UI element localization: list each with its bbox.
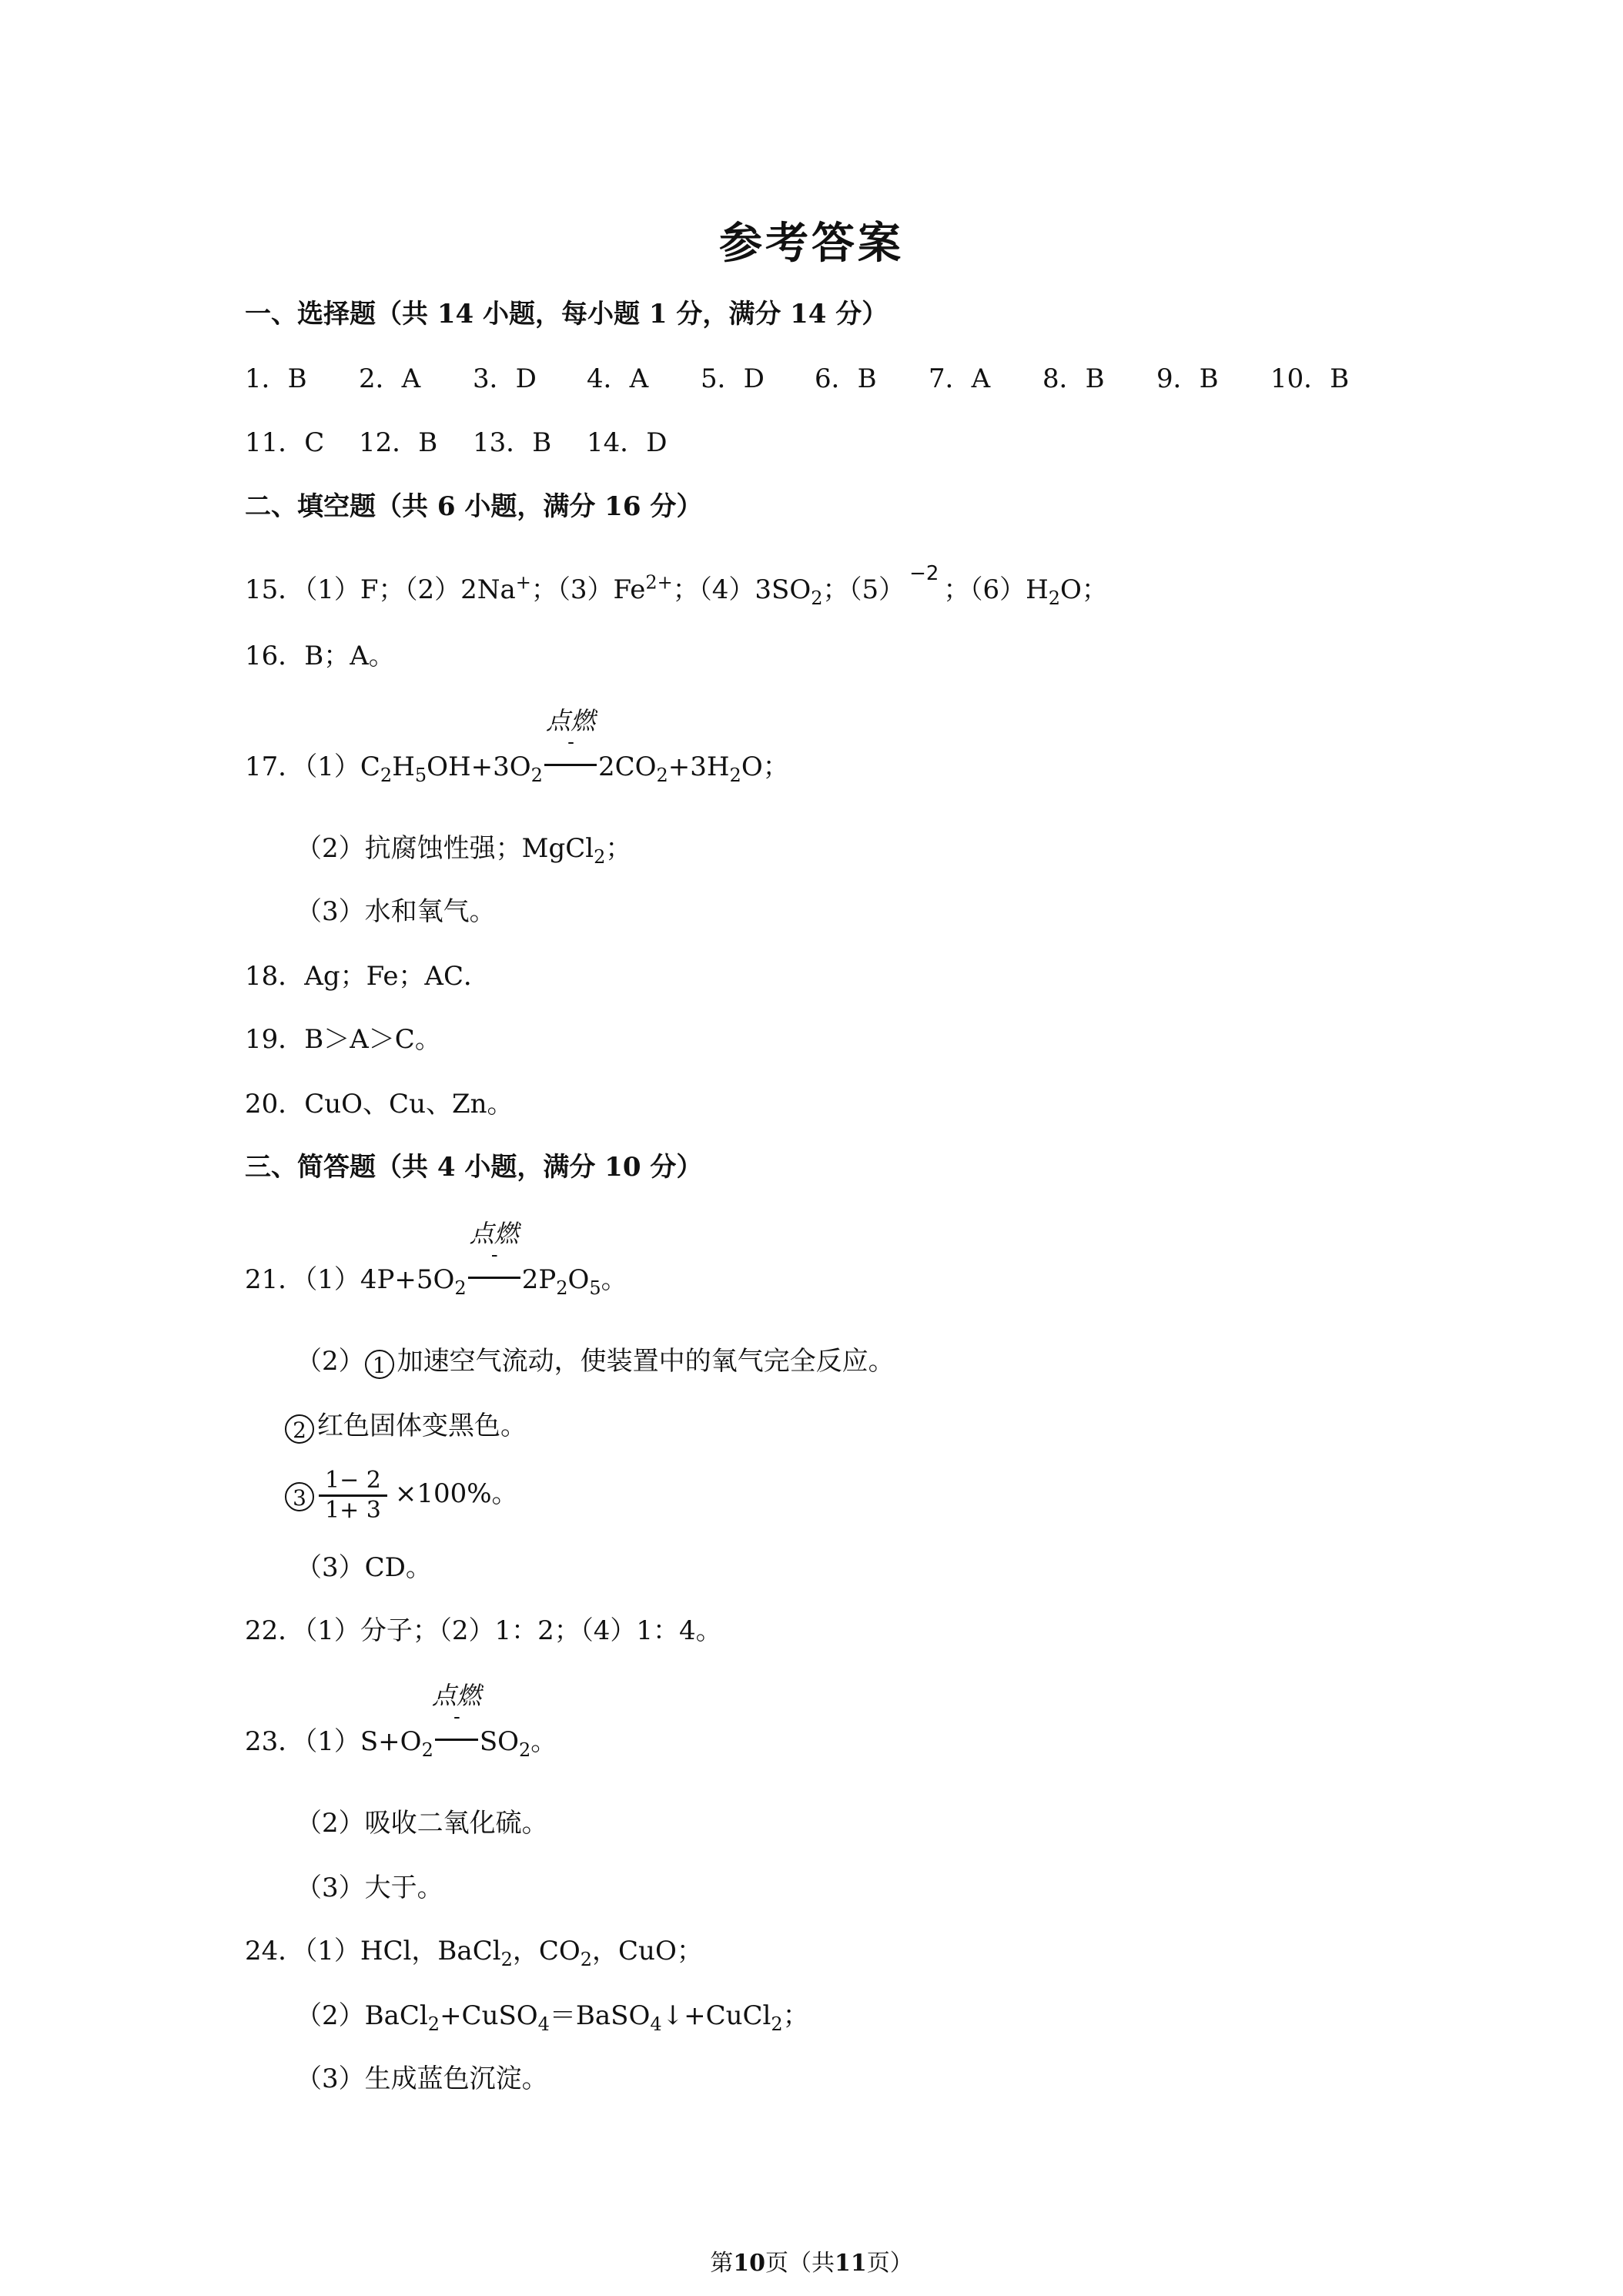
answer-16: 16．B；A。 [245, 641, 395, 671]
reaction-condition: 点燃 - [467, 1263, 522, 1297]
page-title: 参考答案 [719, 218, 904, 269]
answer-21-2: （2） 1 加速空气流动，使装置中的氧气完全反应。 [296, 1346, 895, 1378]
answer-17-3: （3）水和氧气。 [296, 896, 496, 927]
answer-10: 10．B [1270, 363, 1350, 394]
answer-14: 14．D [587, 427, 668, 458]
answer-19: 19．B＞A＞C。 [245, 1024, 441, 1055]
answer-24-1: 24．（1）HCl，BaCl$_2$，$CO_2$，CuO； [245, 1936, 703, 1970]
answer-9: 9．B [1156, 363, 1219, 394]
answer-3: 3．D [473, 363, 537, 394]
answer-8: 8．B [1042, 363, 1105, 394]
circled-number-1: 1 [365, 1350, 394, 1379]
answer-1: 1．B [245, 363, 307, 394]
answer-23-3: （3）大于。 [296, 1873, 443, 1903]
circled-number-3: 3 [285, 1482, 314, 1511]
answer-15: 15．（1）F；（2）2Na+；$(3)Fe^{2+}$；$(4)3SO_2$；$(5)^{-2}$；$(6)H_2O$； [245, 561, 1108, 609]
answer-7: 7．A [929, 363, 991, 394]
answer-21-2b: 2 红色固体变黑色。 [285, 1409, 527, 1444]
reaction-condition: 点燃 - [543, 750, 598, 784]
answer-2: 2．A [359, 363, 421, 394]
answer-23-1: 23．$(1)S+O_2$ 点燃 - $SO_2$。 [245, 1725, 557, 1759]
page-total: 11 [835, 2250, 867, 2277]
percentage-fraction: $\frac{1- 2}{1+ 3}$ [319, 1467, 387, 1525]
answer-21-3: （3）CD。 [296, 1552, 432, 1583]
answer-21-1: 21．$(1)4P+5O_2$ 点燃 - $2P_2O_5$。 [245, 1263, 627, 1297]
answer-6: 6．B [815, 363, 877, 394]
page-number: 10 [733, 2250, 765, 2277]
answer-13: 13．B [473, 427, 552, 458]
answer-17-2: （2）抗腐蚀性强；MgCl$_2$； [296, 833, 632, 868]
answer-24-3: （3）生成蓝色沉淀。 [296, 2063, 548, 2094]
answer-5: 5．D [701, 363, 765, 394]
section-heading-short-answer: 三、简答题（共 4 小题，满分 10 分） [245, 1152, 703, 1183]
choice-answers-row-2 [245, 426, 668, 460]
section-heading-fill: 二、填空题（共 6 小题，满分 16 分） [245, 491, 703, 522]
circled-number-2: 2 [285, 1414, 314, 1444]
answer-21-2c: 3 $\frac{1- 2}{1+ 3}$ ×100%。 [285, 1463, 518, 1525]
answer-24-2: （2）BaCl$_2$+CuSO$_4$＝BaSO$_4$↓+CuCl$_2$； [296, 2000, 809, 2035]
choice-answers-row-1 [245, 362, 1349, 396]
page-footer: 第10页（共11页） [710, 2250, 913, 2277]
answer-17-1: 17．$(1)C_2H_5OH+3O_2$ 点燃 - $2CO_2+3H_2O$； [245, 750, 789, 784]
reaction-condition: 点燃 - [433, 1725, 480, 1759]
valence-charge: −2 [909, 561, 939, 585]
answer-12: 12．B [359, 427, 438, 458]
answer-4: 4．A [587, 363, 649, 394]
section-heading-choice: 一、选择题（共 14 小题，每小题 1 分，满分 14 分） [245, 299, 888, 330]
answer-23-2: （2）吸收二氧化硫。 [296, 1808, 548, 1839]
answer-22: 22．（1）分子；（2）1：2；（4）1：4。 [245, 1615, 722, 1646]
answer-20: 20．CuO、Cu、Zn。 [245, 1089, 514, 1120]
answer-11: 11．C [245, 427, 325, 458]
answer-18: 18．Ag；Fe；AC． [245, 961, 490, 992]
